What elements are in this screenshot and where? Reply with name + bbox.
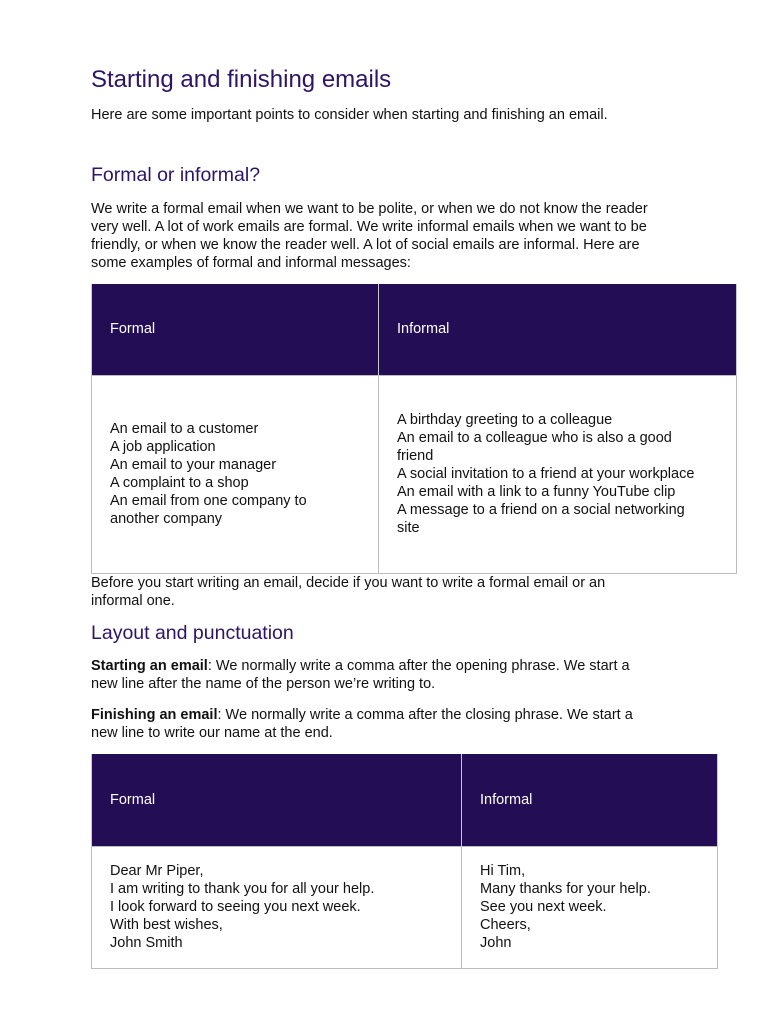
intro-paragraph <box>91 106 691 124</box>
intro-text: Here are some important points to consider when starting and finishing an email. <box>91 107 608 123</box>
header-formal: Formal <box>92 754 462 846</box>
formal-email-example-cell <box>92 846 462 968</box>
list-item: An email to a colleague who is also a good <box>397 430 672 446</box>
page-title: Starting and finishing emails <box>91 66 392 93</box>
paragraph-line: We write a formal email when we want to be polite, or when we do not know the reader <box>91 201 648 217</box>
example-line: Many thanks for your help. <box>480 881 651 897</box>
paragraph-line <box>91 657 691 675</box>
finishing-email-paragraph <box>91 706 691 742</box>
informal-email-example-cell <box>462 846 718 968</box>
header-informal: Informal <box>462 754 718 846</box>
table-row <box>92 375 737 573</box>
header-informal: Informal <box>379 284 737 375</box>
list-item: friend <box>397 448 434 464</box>
paragraph-line: new line to write our name at the end. <box>91 725 333 741</box>
list-item: A complaint to a shop <box>110 475 249 491</box>
formal-examples-cell <box>92 375 379 573</box>
section-heading-layout-and-punctuation: Layout and punctuation <box>91 622 294 644</box>
paragraph-line: some examples of formal and informal messages: <box>91 255 411 271</box>
formal-informal-paragraph <box>91 200 691 272</box>
list-item: An email with a link to a funny YouTube clip <box>397 484 676 500</box>
finishing-email-label: Finishing an email <box>91 707 218 723</box>
starting-email-text: : We normally write a comma after the opening phrase. We start a <box>207 658 630 674</box>
informal-examples-cell <box>379 375 737 573</box>
list-item: site <box>397 520 420 536</box>
table-row <box>92 846 718 968</box>
list-item: A birthday greeting to a colleague <box>397 412 613 428</box>
paragraph-line: informal one. <box>91 593 175 609</box>
starting-email-label: Starting an email <box>91 658 208 674</box>
example-line: Hi Tim, <box>480 863 526 879</box>
example-line: John <box>480 935 512 951</box>
list-item: An email from one company to <box>110 493 307 509</box>
example-line: I look forward to seeing you next week. <box>110 899 361 915</box>
finishing-email-text: : We normally write a comma after the closing phrase. We start a <box>217 707 633 723</box>
decide-paragraph <box>91 574 691 610</box>
example-line: John Smith <box>110 935 183 951</box>
section-heading-formal-or-informal: Formal or informal? <box>91 164 261 186</box>
list-item: A message to a friend on a social networking <box>397 502 685 518</box>
paragraph-line: very well. A lot of work emails are formal. We write informal emails when we want to be <box>91 219 647 235</box>
example-line: I am writing to thank you for all your help. <box>110 881 375 897</box>
example-line: Dear Mr Piper, <box>110 863 204 879</box>
list-item: A job application <box>110 439 216 455</box>
greetings-table <box>91 754 718 969</box>
list-item: another company <box>110 511 223 527</box>
table-header-row <box>92 284 737 375</box>
header-formal: Formal <box>92 284 379 375</box>
paragraph-line: new line after the name of the person we’re writing to. <box>91 676 436 692</box>
list-item: An email to a customer <box>110 421 259 437</box>
example-line: See you next week. <box>480 899 607 915</box>
list-item: A social invitation to a friend at your workplace <box>397 466 695 482</box>
examples-table <box>91 284 737 574</box>
table-header-row <box>92 754 718 846</box>
paragraph-line: friendly, or when we know the reader well. A lot of social emails are informal. Here are <box>91 237 640 253</box>
list-item: An email to your manager <box>110 457 277 473</box>
starting-email-paragraph <box>91 657 691 693</box>
example-line: Cheers, <box>480 917 531 933</box>
paragraph-line <box>91 706 691 724</box>
example-line: With best wishes, <box>110 917 223 933</box>
paragraph-line: Before you start writing an email, decide if you want to write a formal email or an <box>91 575 606 591</box>
